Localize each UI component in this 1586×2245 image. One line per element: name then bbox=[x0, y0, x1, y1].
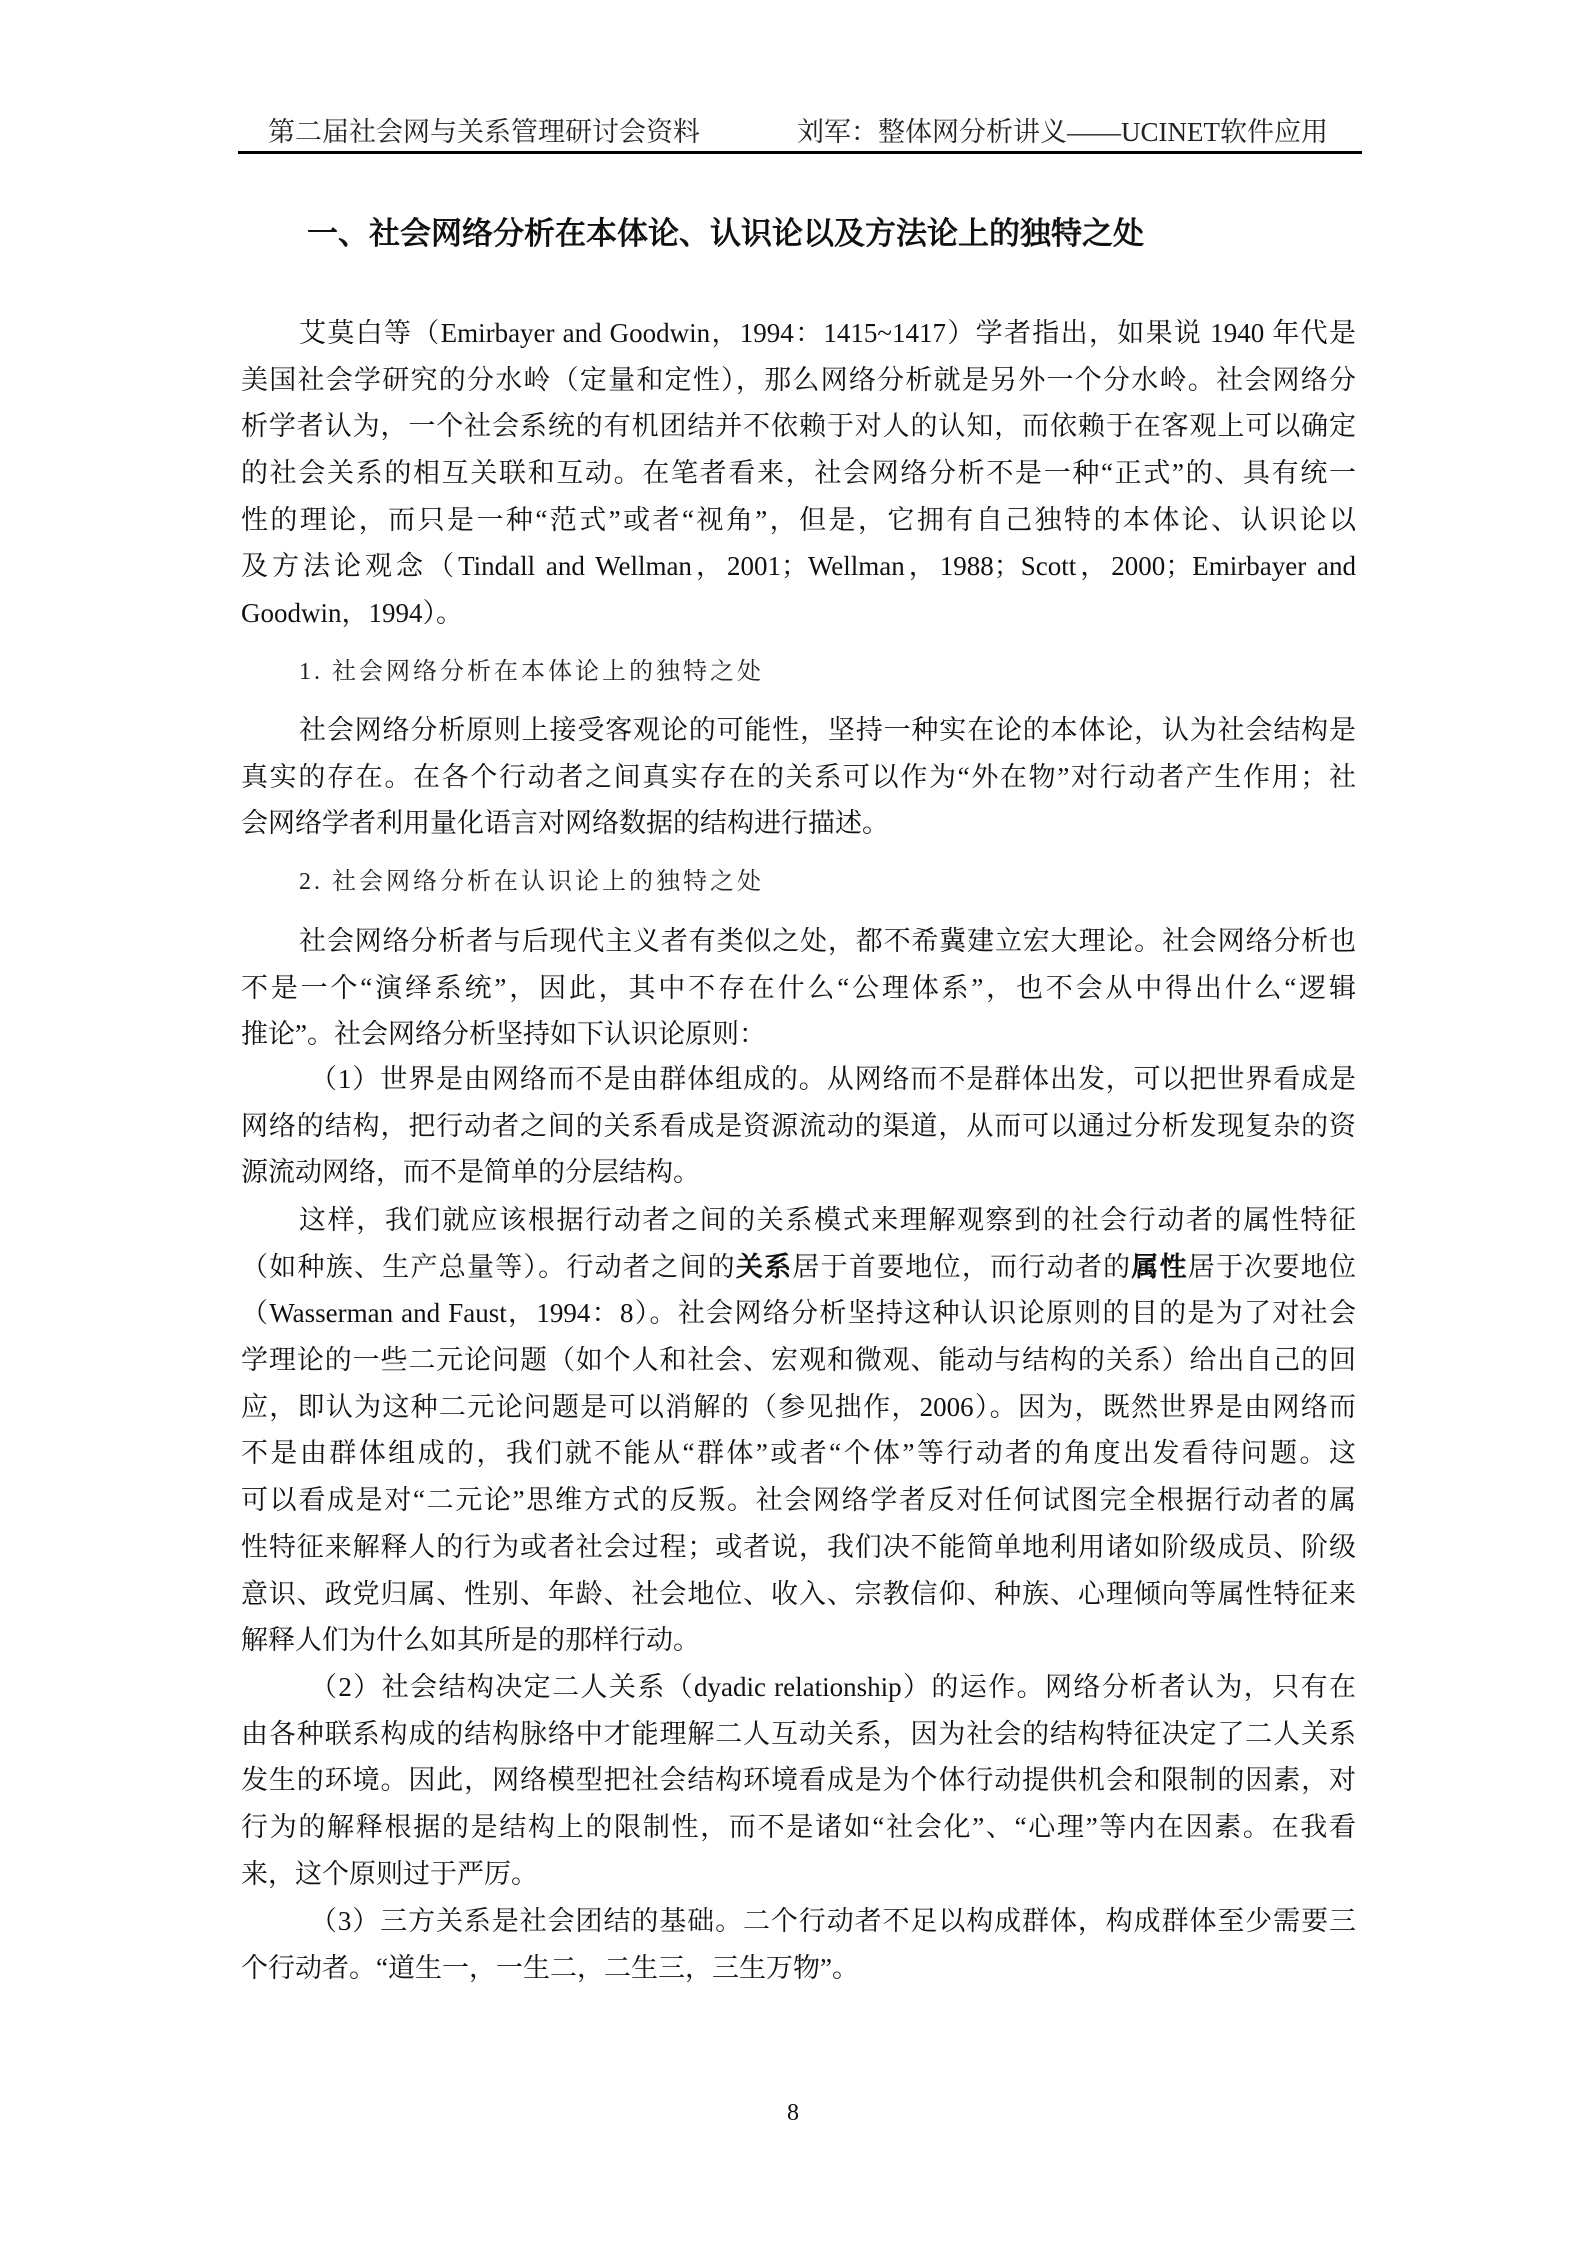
text-line: 社会网络分析原则上接受客观论的可能性，坚持一种实在论的本体论，认为社会结构是 bbox=[299, 715, 1356, 745]
text-line: （1）世界是由网络而不是由群体组成的。从网络而不是群体出发，可以把世界看成是 bbox=[310, 1064, 1356, 1094]
principle-2 bbox=[241, 1664, 1356, 1897]
text-line: 解释人们为什么如其所是的那样行动。 bbox=[241, 1625, 700, 1656]
header-rule bbox=[238, 151, 1362, 154]
text-line: 会网络学者利用量化语言对网络数据的结构进行描述。 bbox=[241, 808, 889, 839]
bold-term-relation: 关系 bbox=[735, 1251, 793, 1283]
text-line: 这样，我们就应该根据行动者之间的关系模式来理解观察到的社会行动者的属性特征 bbox=[299, 1205, 1356, 1235]
text-line: （2）社会结构决定二人关系（dyadic relationship）的运作。网络分析者认为，只有在 bbox=[310, 1672, 1356, 1702]
text-line: 性特征来解释人的行为或者社会过程；或者说，我们决不能简单地利用诸如阶级成员、阶级 bbox=[241, 1531, 1356, 1562]
subheading-2: 2. 社会网络分析在认识论上的独特之处 bbox=[299, 869, 764, 895]
text-line: 社会网络分析者与后现代主义者有类似之处，都不希冀建立宏大理论。社会网络分析也 bbox=[299, 926, 1356, 956]
text-line: 学理论的一些二元论问题（如个人和社会、宏观和微观、能动与结构的关系）给出自己的回 bbox=[241, 1345, 1356, 1376]
text-line: （3）三方关系是社会团结的基础。二个行动者不足以构成群体，构成群体至少需要三 bbox=[310, 1906, 1356, 1936]
text-segment: （如种族、生产总量等）。行动者之间的 bbox=[241, 1251, 736, 1282]
text-line: 的社会关系的相互关联和互动。在笔者看来，社会网络分析不是一种“正式”的、具有统一 bbox=[241, 458, 1356, 489]
text-line: 来，这个原则过于严厉。 bbox=[241, 1858, 538, 1889]
text-segment: 居于次要地位 bbox=[1187, 1251, 1357, 1282]
text-line: 个行动者。“道生一，一生二，二生三，三生万物”。 bbox=[241, 1952, 859, 1983]
text-line bbox=[241, 1244, 1356, 1291]
section-title: 一、社会网络分析在本体论、认识论以及方法论上的独特之处 bbox=[307, 216, 1144, 252]
text-line: 行为的解释根据的是结构上的限制性，而不是诸如“社会化”、“心理”等内在因素。在我看 bbox=[241, 1812, 1356, 1843]
text-line: 应，即认为这种二元论问题是可以消解的（参见拙作，2006）。因为，既然世界是由网络而 bbox=[241, 1391, 1356, 1422]
text-line: 源流动网络，而不是简单的分层结构。 bbox=[241, 1157, 700, 1188]
paragraph-3 bbox=[241, 918, 1356, 1058]
text-line: 性的理论，而只是一种“范式”或者“视角”，但是，它拥有自己独特的本体论、认识论以 bbox=[241, 504, 1356, 535]
paragraph-2 bbox=[241, 707, 1356, 847]
text-line: （Wasserman and Faust，1994：8）。社会网络分析坚持这种认识论原则的目的是为了对社会 bbox=[241, 1298, 1356, 1329]
running-header-right: 刘军：整体网分析讲义——UCINET软件应用 bbox=[797, 117, 1328, 147]
page-number: 8 bbox=[787, 2100, 799, 2126]
text-line: 网络的结构，把行动者之间的关系看成是资源流动的渠道，从而可以通过分析发现复杂的资 bbox=[241, 1110, 1356, 1141]
principle-1 bbox=[241, 1056, 1356, 1196]
paragraph-1 bbox=[241, 310, 1356, 637]
subheading-1: 1. 社会网络分析在本体论上的独特之处 bbox=[299, 659, 764, 685]
text-line: 美国社会学研究的分水岭（定量和定性），那么网络分析就是另外一个分水岭。社会网络分 bbox=[241, 364, 1356, 395]
text-line: 析学者认为，一个社会系统的有机团结并不依赖于对人的认知，而依赖于在客观上可以确定 bbox=[241, 411, 1356, 442]
text-line: 艾莫白等（Emirbayer and Goodwin，1994：1415~1417）学者指出，如果说 1940 年代是 bbox=[299, 318, 1356, 348]
text-line: 推论”。社会网络分析坚持如下认识论原则： bbox=[241, 1019, 766, 1050]
text-line: 发生的环境。因此，网络模型把社会结构环境看成是为个体行动提供机会和限制的因素，对 bbox=[241, 1765, 1356, 1796]
text-line: 不是一个“演绎系统”，因此，其中不存在什么“公理体系”，也不会从中得出什么“逻辑 bbox=[241, 972, 1356, 1003]
text-segment: 居于首要地位，而行动者的 bbox=[792, 1251, 1132, 1282]
text-line: 真实的存在。在各个行动者之间真实存在的关系可以作为“外在物”对行动者产生作用；社 bbox=[241, 761, 1356, 792]
paragraph-5 bbox=[241, 1197, 1356, 1664]
text-line: 由各种联系构成的结构脉络中才能理解二人互动关系，因为社会的结构特征决定了二人关系 bbox=[241, 1718, 1356, 1749]
running-header-left: 第二届社会网与关系管理研讨会资料 bbox=[268, 117, 700, 147]
text-line: 意识、政党归属、性别、年龄、社会地位、收入、宗教信仰、种族、心理倾向等属性特征来 bbox=[241, 1578, 1356, 1609]
text-line: 及方法论观念（Tindall and Wellman，2001；Wellman，1988；Scott，2000；Emirbayer and bbox=[241, 551, 1356, 582]
principle-3 bbox=[241, 1898, 1356, 1991]
text-line: Goodwin，1994）。 bbox=[241, 598, 463, 629]
text-line: 可以看成是对“二元论”思维方式的反叛。社会网络学者反对任何试图完全根据行动者的属 bbox=[241, 1485, 1356, 1516]
bold-term-attribute: 属性 bbox=[1131, 1251, 1188, 1283]
text-line: 不是由群体组成的，我们就不能从“群体”或者“个体”等行动者的角度出发看待问题。这 bbox=[241, 1438, 1356, 1469]
